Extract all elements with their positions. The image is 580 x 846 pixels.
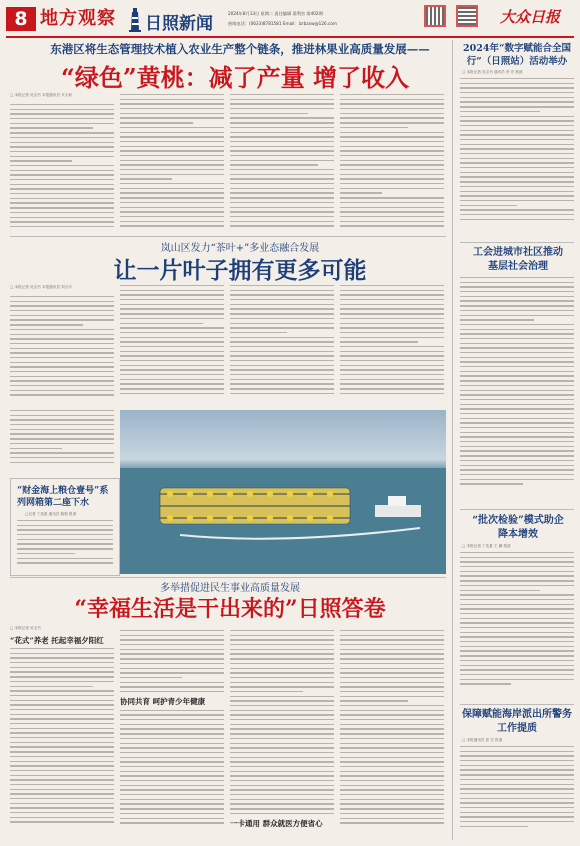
lead-headline: “绿色”黄桃：减了产量 增了收入 (61, 63, 409, 92)
sidebar-story-a-body (460, 277, 574, 507)
lighthouse-icon (128, 6, 142, 36)
story2-headline: 让一片叶子拥有更多可能 (113, 257, 367, 284)
sidebar-top-title: 2024年“数字赋能合全国行”（日照站）活动举办 (463, 43, 571, 67)
story3-side-text (10, 410, 114, 474)
masthead-rule (6, 36, 574, 38)
story2-kicker: 岚山区发力“茶叶+”多业态融合发展 (160, 243, 320, 254)
aquaculture-photo (120, 410, 446, 574)
sidebar-story-c-title: 保障赋能海岸派出所警务工作提质 (462, 709, 572, 734)
lead-body-col3 (230, 94, 334, 234)
story4-rule (10, 577, 446, 578)
logo: 大众日报 (500, 8, 561, 26)
lead-byline: □ 本报记者 吴宝书 本报通讯员 尹文莉 (10, 93, 72, 97)
story2-byline: □ 本报记者 吴宝书 本报通讯员 刘文可 (10, 285, 72, 289)
story3-body (17, 520, 113, 570)
masthead (0, 0, 580, 38)
page-number-badge (6, 7, 36, 31)
story4-subhead-2: 协同共育 呵护青少年健康 (120, 696, 224, 707)
paper-name: 日照新闻 (145, 14, 213, 34)
story2-body-col1 (10, 296, 114, 406)
story4-body-col3 (230, 630, 334, 840)
column-divider (452, 40, 453, 840)
date-line: 2024年8月13日 星期二 责任编辑 梁利杰 第402期 (228, 11, 323, 16)
sidebar-story-c-body (460, 746, 574, 840)
qr-code-1 (424, 5, 446, 27)
lead-body-col4 (340, 94, 444, 234)
sidebar-story-c-byline: □ 本报通讯员 张 宏 报道 (462, 738, 503, 742)
sidebar-rule-3 (460, 704, 574, 705)
sidebar-story-b-title: “批次检验”模式助企降本增效 (472, 515, 564, 540)
qr-code-2 (456, 5, 478, 27)
story2-body-col3 (230, 285, 334, 405)
story4-body-col4 (340, 630, 444, 840)
story2-body-col4 (340, 285, 444, 405)
story4-body-col1 (10, 648, 114, 840)
sidebar-rule-2 (460, 509, 574, 510)
lead-kicker: 东港区将生态管理技术植入农业生产整个链条，推进林果业高质量发展—— (50, 42, 430, 56)
story4-headline: “幸福生活是干出来的”日照答卷 (74, 596, 386, 622)
section-title: 地方观察 (40, 8, 116, 29)
hotline: 热线电话：(0633)8781581 Email：lzrbzxw@126.com (228, 21, 337, 26)
sidebar-story-a-title: 工会进城市社区推动基层社会治理 (473, 247, 563, 272)
story4-body-col2 (120, 630, 224, 840)
sidebar-rule-1 (460, 242, 574, 243)
story3-box (10, 478, 120, 576)
lead-body-col2 (120, 94, 224, 234)
story2-rule (10, 236, 446, 237)
story3-byline: □记者 丁兆夏 通讯员 陈强 报道 (25, 512, 77, 516)
story4-subhead-3: 一卡通用 群众就医方便省心 (230, 818, 334, 829)
sidebar-top-byline: □ 本报记者 吴宝书 通讯员 李 宏 报道 (462, 70, 523, 74)
story3-title: “财金海上粮仓壹号”系列网箱第二座下水 (17, 486, 109, 508)
sidebar-story-b-body (460, 552, 574, 702)
sidebar-top-body (460, 78, 574, 240)
page-number: 8 (14, 8, 28, 30)
story4-kicker: 多举措促进民生事业高质量发展 (160, 583, 300, 594)
lead-body-col1 (10, 104, 114, 234)
sidebar-story-b-byline: □ 本报记者 丁兆夏 王 鹏 报道 (462, 544, 511, 548)
story4-byline: □ 本报记者 吴宝书 (10, 626, 41, 630)
story2-body-col2 (120, 285, 224, 405)
story4-subhead-1: “花式”养老 托起幸福夕阳红 (10, 636, 104, 645)
